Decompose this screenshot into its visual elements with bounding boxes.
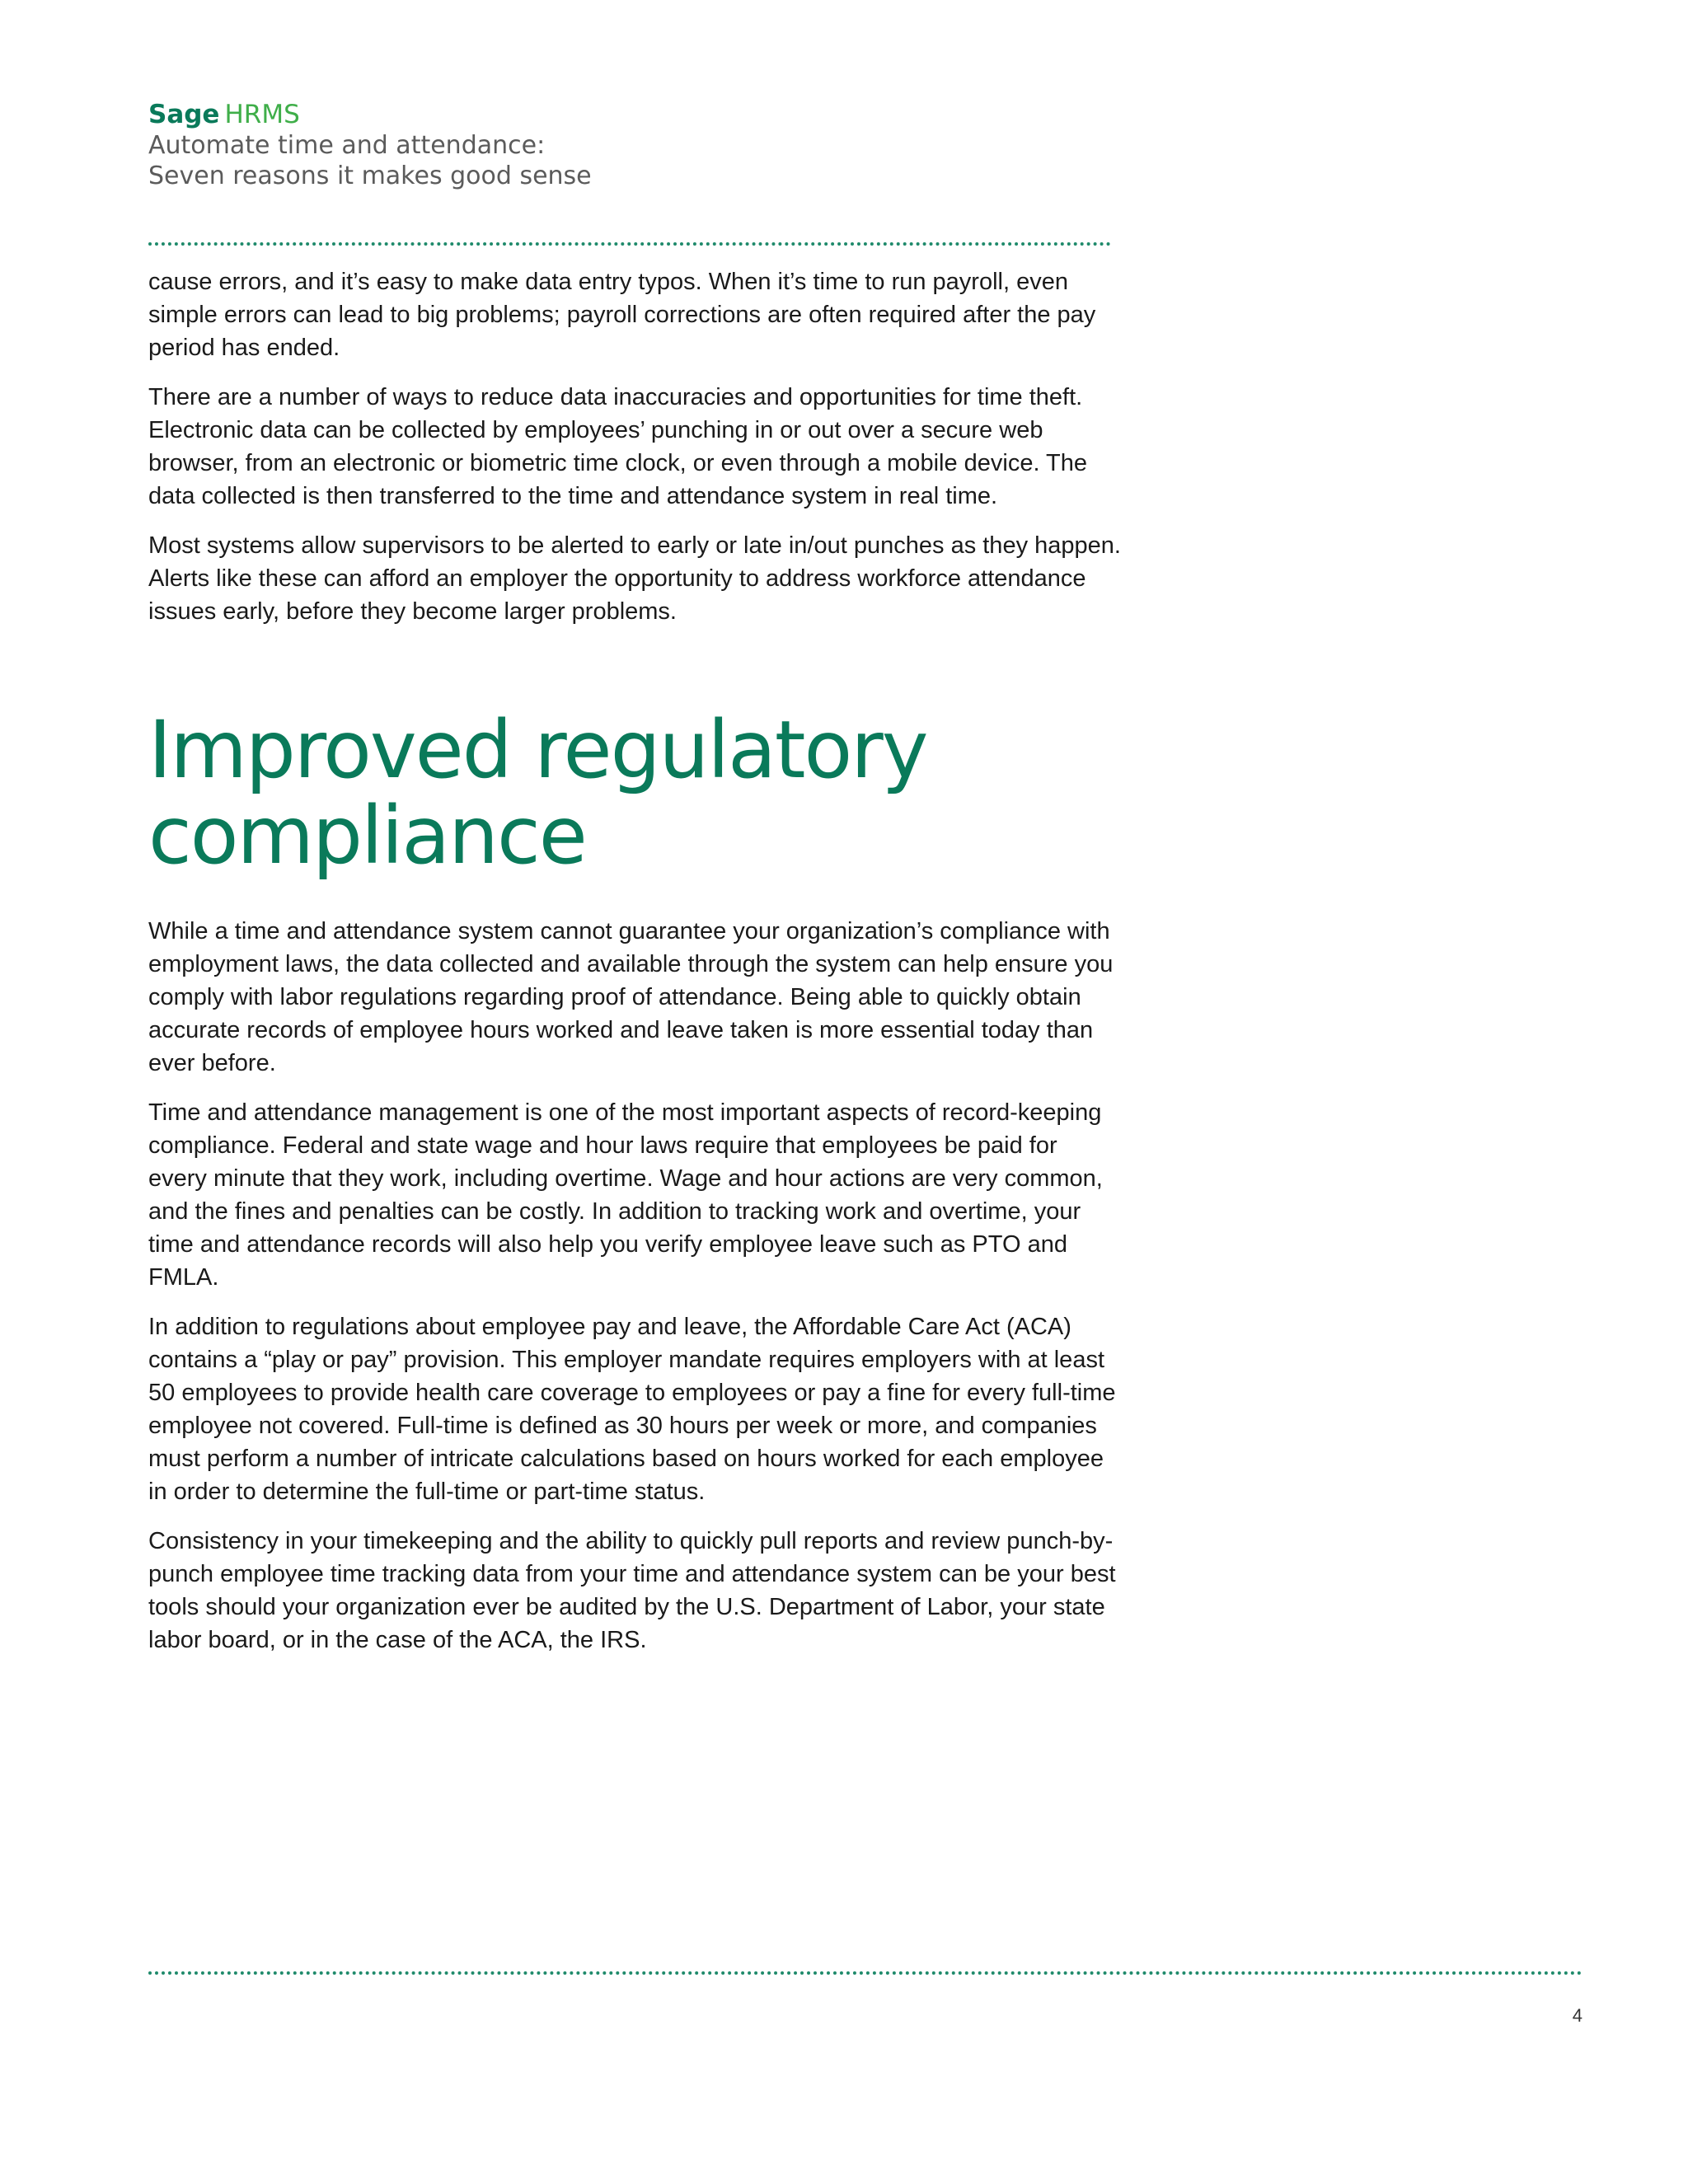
page-content: [148, 265, 1121, 1673]
brand-name: Sage: [148, 100, 220, 129]
document-title-line-2: Seven reasons it makes good sense: [148, 162, 592, 190]
intro-section: [148, 265, 1121, 628]
section-paragraph-1: While a time and attendance system cannot guarantee your organization’s compliance with employment laws, the data collected and available through the system can help ensure you comply with labor regulations regarding proof of attendance. Being able to quickly obtain accurate records of employee hours worked and leave taken is more essential today than ever before.: [148, 918, 1114, 1076]
page-number: 4: [1572, 2005, 1582, 2026]
section-heading-line-1: Improved regulatory: [148, 704, 927, 796]
section-heading-line-2: compliance: [148, 790, 586, 882]
document-header: [148, 99, 1137, 191]
section-paragraph-4: Consistency in your timekeeping and the ability to quickly pull reports and review punch-by-punch employee time tracking data from your time and attendance system can be your best tools should your organization ever be audited by the U.S. Department of Labor, your state labor board, or in the case of the ACA, the IRS.: [148, 1528, 1116, 1653]
intro-paragraph-1: cause errors, and it’s easy to make data entry typos. When it’s time to run payroll, even simple errors can lead to big problems; payroll corrections are often required after the pay period has ended.: [148, 269, 1096, 361]
intro-paragraph-3: Most systems allow supervisors to be alerted to early or late in/out punches as they happen. Alerts like these can afford an employer the opportunity to address workforce attendance issues early, before they become larger problems.: [148, 532, 1121, 625]
product-name: HRMS: [224, 100, 300, 129]
top-dotted-divider: [148, 242, 1111, 246]
intro-paragraph-2: There are a number of ways to reduce data inaccuracies and opportunities for time theft. Electronic data can be collected by employees’ punching in or out over a secure web browser, from an electronic or biometric time clock, or even through a mobile device. The data collected is then transferred to the time and attendance system in real time.: [148, 384, 1088, 509]
compliance-section: [148, 915, 1121, 1657]
bottom-dotted-divider: [148, 1971, 1582, 1975]
section-heading: [148, 704, 1121, 882]
document-title-line-1: Automate time and attendance:: [148, 131, 546, 160]
brand-logo: [148, 99, 1137, 130]
section-paragraph-2: Time and attendance management is one of the most important aspects of record-keeping compliance. Federal and state wage and hour laws require that employees be paid for every minute that they work, including overtime. Wage and hour actions are very common, and the fines and penalties can be costly. In addition to tracking work and overtime, your time and attendance records will also help you verify employee leave such as PTO and FMLA.: [148, 1099, 1103, 1291]
section-paragraph-3: In addition to regulations about employee pay and leave, the Affordable Care Act (ACA) contains a “play or pay” provision. This employer mandate requires employers with at least 50 employees to provide health care coverage to employees or pay a fine for every full-time employee not covered. Full-time is defined as 30 hours per week or more, and companies must perform a number of intricate calculations based on hours worked for each employee in order to determine the full-time or part-time status.: [148, 1314, 1116, 1505]
